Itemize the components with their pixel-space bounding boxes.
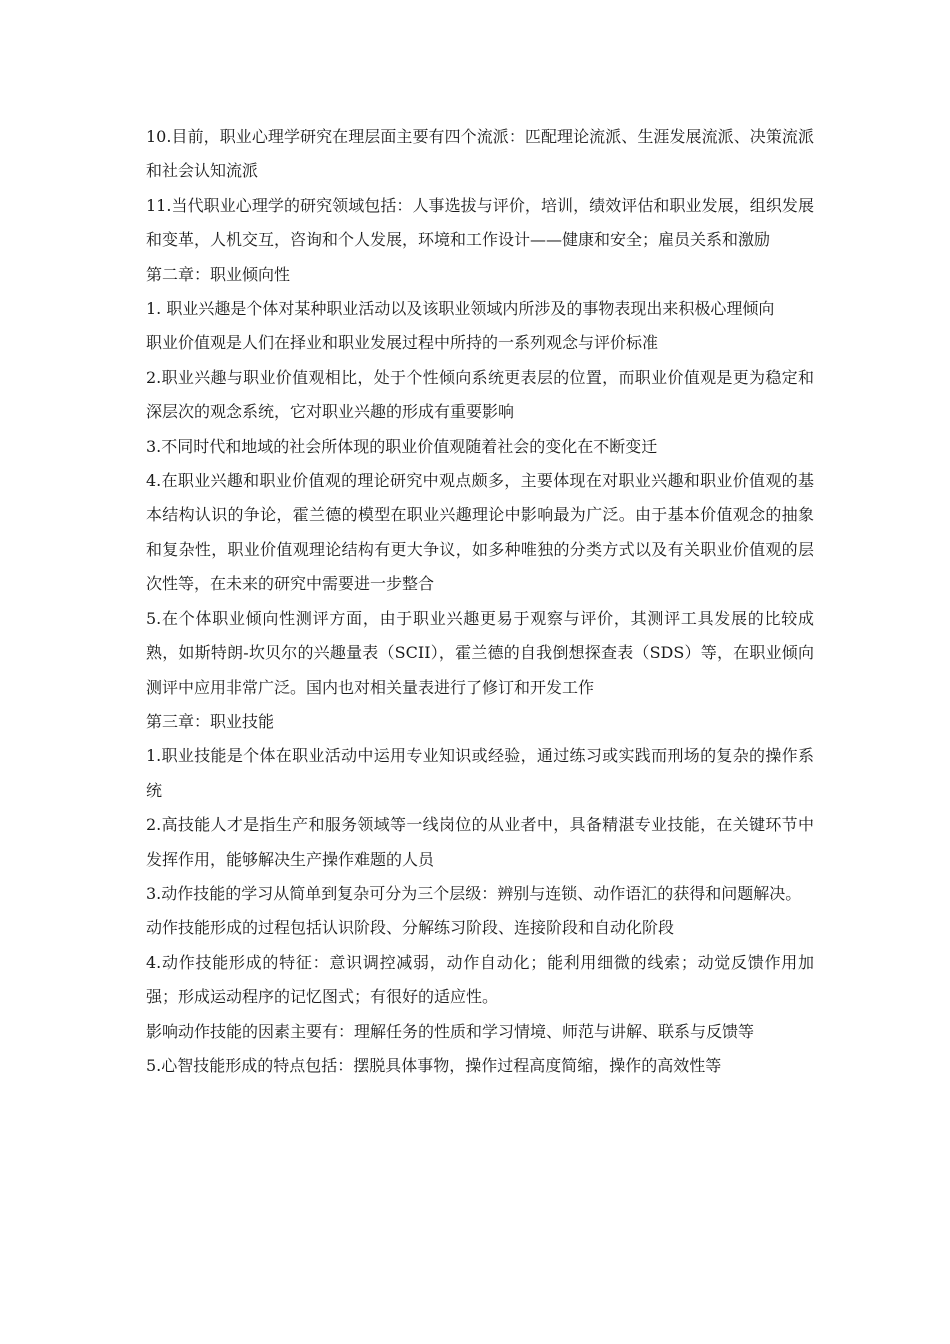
chapter-3-heading: 第三章：职业技能	[146, 711, 275, 731]
paragraph-ch3-3: 3.动作技能的学习从简单到复杂可分为三个层级：辨别与连锁、动作语汇的获得和问题解决。	[146, 883, 802, 903]
paragraph-ch3-5: 5.心智技能形成的特点包括：摆脱具体事物，操作过程高度简缩，操作的高效性等	[146, 1055, 722, 1075]
paragraph-ch2-5: 5.在个体职业倾向性测评方面，由于职业兴趣更易于观察与评价，其测评工具发展的比较成熟，如斯特朗-坎贝尔的兴趣量表（SCII），霍兰德的自我倒想探查表（SDS）等，在职业倾向测评中应用非常广泛。国内也对相关量表进行了修订和开发工作	[146, 608, 814, 697]
paragraph-ch2-1: 1. 职业兴趣是个体对某种职业活动以及该职业领域内所涉及的事物表现出来积极心理倾向	[146, 299, 775, 319]
paragraph-ch2-4: 4.在职业兴趣和职业价值观的理论研究中观点颇多，主要体现在对职业兴趣和职业价值观的基本结构认识的争论，霍兰德的模型在职业兴趣理论中影响最为广泛。由于基本价值观念的抽象和复杂性，职业价值观理论结构有更大争议，如多种唯独的分类方式以及有关职业价值观的层次性等，在未来的研究中需要进一步整合	[146, 471, 814, 594]
paragraph-ch3-1: 1.职业技能是个体在职业活动中运用专业知识或经验，通过练习或实践而刑场的复杂的操作系统	[146, 746, 814, 800]
paragraph-ch3-3-stages: 动作技能形成的过程包括认识阶段、分解练习阶段、连接阶段和自动化阶段	[146, 918, 675, 938]
paragraph-11-research-areas: 11.当代职业心理学的研究领域包括：人事选拔与评价，培训，绩效评估和职业发展，组织发展和变革，人机交互，咨询和个人发展，环境和工作设计——健康和安全；雇员关系和激励	[146, 195, 814, 250]
paragraph-ch3-4-factors: 影响动作技能的因素主要有：理解任务的性质和学习情境、师范与讲解、联系与反馈等	[146, 1021, 755, 1041]
paragraph-ch2-3: 3.不同时代和地域的社会所体现的职业价值观随着社会的变化在不断变迁	[146, 436, 658, 456]
paragraph-ch2-1-values: 职业价值观是人们在择业和职业发展过程中所持的一系列观念与评价标准	[146, 333, 659, 353]
paragraph-ch3-2: 2.高技能人才是指生产和服务领域等一线岗位的从业者中，具备精湛专业技能，在关键环节中发挥作用，能够解决生产操作难题的人员	[146, 815, 814, 869]
paragraph-ch3-4: 4.动作技能形成的特征：意识调控减弱，动作自动化；能利用细微的线索；动觉反馈作用加强；形成运动程序的记忆图式；有很好的适应性。	[146, 952, 814, 1007]
paragraph-10-schools: 10.目前，职业心理学研究在理层面主要有四个流派：匹配理论流派、生涯发展流派、决策流派和社会认知流派	[146, 127, 814, 181]
paragraph-ch2-2: 2.职业兴趣与职业价值观相比，处于个性倾向系统更表层的位置，而职业价值观是更为稳定和深层次的观念系统，它对职业兴趣的形成有重要影响	[146, 367, 814, 422]
chapter-2-heading: 第二章：职业倾向性	[146, 264, 291, 284]
document-body	[146, 120, 814, 1083]
